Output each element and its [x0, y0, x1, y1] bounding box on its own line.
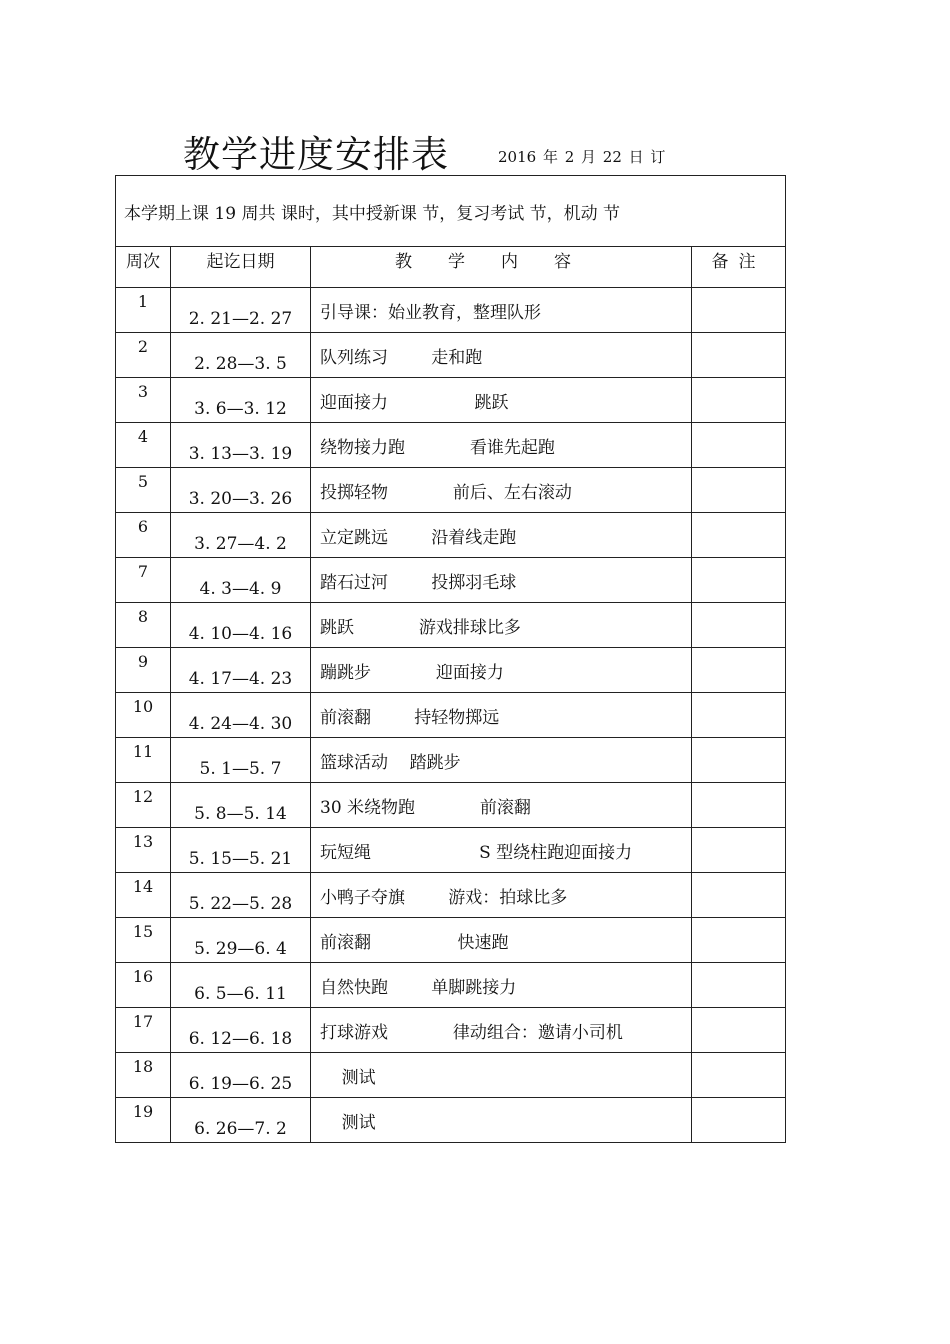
- table-row: [116, 738, 786, 783]
- content-cell: 自然快跑 单脚跳接力: [311, 963, 692, 1008]
- dates-cell: 3. 6—3. 12: [171, 378, 311, 423]
- note-cell: [692, 288, 786, 333]
- table-row: [116, 693, 786, 738]
- content-cell: 队列练习 走和跑: [311, 333, 692, 378]
- table-row: [116, 1098, 786, 1143]
- dates-cell: 3. 27—4. 2: [171, 513, 311, 558]
- note-cell: [692, 963, 786, 1008]
- header-row: [116, 247, 786, 288]
- content-cell: 立定跳远 沿着线走跑: [311, 513, 692, 558]
- table-row: [116, 288, 786, 333]
- content-cell: 打球游戏 律动组合：邀请小司机: [311, 1008, 692, 1053]
- week-cell: 1: [116, 288, 171, 333]
- note-cell: [692, 1008, 786, 1053]
- week-cell: 7: [116, 558, 171, 603]
- table-row: [116, 558, 786, 603]
- table-row: [116, 423, 786, 468]
- dates-cell: 6. 26—7. 2: [171, 1098, 311, 1143]
- note-cell: [692, 783, 786, 828]
- dates-cell: 5. 15—5. 21: [171, 828, 311, 873]
- content-cell: 引导课：始业教育，整理队形: [311, 288, 692, 333]
- content-cell: 篮球活动 踏跳步: [311, 738, 692, 783]
- dates-cell: 6. 5—6. 11: [171, 963, 311, 1008]
- table-row: [116, 513, 786, 558]
- note-cell: [692, 693, 786, 738]
- summary-row: [116, 176, 786, 247]
- dates-cell: 2. 28—3. 5: [171, 333, 311, 378]
- dates-cell: 6. 19—6. 25: [171, 1053, 311, 1098]
- dates-cell: 4. 24—4. 30: [171, 693, 311, 738]
- content-cell: 30 米绕物跑 前滚翻: [311, 783, 692, 828]
- dates-cell: 4. 10—4. 16: [171, 603, 311, 648]
- dates-cell: 4. 17—4. 23: [171, 648, 311, 693]
- table-row: [116, 648, 786, 693]
- table-row: [116, 1008, 786, 1053]
- schedule-table: [115, 175, 786, 1143]
- table-row: [116, 378, 786, 423]
- week-cell: 17: [116, 1008, 171, 1053]
- table-row: [116, 468, 786, 513]
- column-header-week: 周次: [116, 247, 171, 288]
- note-cell: [692, 333, 786, 378]
- dates-cell: 3. 20—3. 26: [171, 468, 311, 513]
- week-cell: 15: [116, 918, 171, 963]
- table-row: [116, 333, 786, 378]
- week-cell: 8: [116, 603, 171, 648]
- revision-date: 2016 年 2 月 22 日 订: [498, 148, 666, 166]
- content-cell: 跳跃 游戏排球比多: [311, 603, 692, 648]
- content-cell: 玩短绳 S 型绕柱跑迎面接力: [311, 828, 692, 873]
- dates-cell: 5. 8—5. 14: [171, 783, 311, 828]
- table-row: [116, 603, 786, 648]
- table-row: [116, 918, 786, 963]
- dates-cell: 5. 29—6. 4: [171, 918, 311, 963]
- note-cell: [692, 648, 786, 693]
- dates-cell: 6. 12—6. 18: [171, 1008, 311, 1053]
- table-row: [116, 783, 786, 828]
- content-cell: 测试: [311, 1053, 692, 1098]
- note-cell: [692, 468, 786, 513]
- week-cell: 6: [116, 513, 171, 558]
- note-cell: [692, 873, 786, 918]
- week-cell: 3: [116, 378, 171, 423]
- dates-cell: 4. 3—4. 9: [171, 558, 311, 603]
- dates-cell: 3. 13—3. 19: [171, 423, 311, 468]
- week-cell: 10: [116, 693, 171, 738]
- dates-cell: 2. 21—2. 27: [171, 288, 311, 333]
- note-cell: [692, 603, 786, 648]
- content-cell: 前滚翻 持轻物掷远: [311, 693, 692, 738]
- note-cell: [692, 738, 786, 783]
- week-cell: 2: [116, 333, 171, 378]
- week-cell: 14: [116, 873, 171, 918]
- note-cell: [692, 423, 786, 468]
- content-cell: 踏石过河 投掷羽毛球: [311, 558, 692, 603]
- table-row: [116, 873, 786, 918]
- content-cell: 测试: [311, 1098, 692, 1143]
- note-cell: [692, 378, 786, 423]
- dates-cell: 5. 22—5. 28: [171, 873, 311, 918]
- column-header-dates: 起讫日期: [171, 247, 311, 288]
- note-cell: [692, 513, 786, 558]
- week-cell: 4: [116, 423, 171, 468]
- content-cell: 绕物接力跑 看谁先起跑: [311, 423, 692, 468]
- table-row: [116, 963, 786, 1008]
- table-row: [116, 828, 786, 873]
- week-cell: 12: [116, 783, 171, 828]
- note-cell: [692, 918, 786, 963]
- note-cell: [692, 1098, 786, 1143]
- week-cell: 5: [116, 468, 171, 513]
- content-cell: 前滚翻 快速跑: [311, 918, 692, 963]
- week-cell: 9: [116, 648, 171, 693]
- content-cell: 投掷轻物 前后、左右滚动: [311, 468, 692, 513]
- week-cell: 13: [116, 828, 171, 873]
- note-cell: [692, 558, 786, 603]
- semester-summary: 本学期上课 19 周共 课时，其中授新课 节，复习考试 节，机动 节: [116, 176, 786, 247]
- week-cell: 11: [116, 738, 171, 783]
- week-cell: 16: [116, 963, 171, 1008]
- week-cell: 19: [116, 1098, 171, 1143]
- content-cell: 小鸭子夺旗 游戏：拍球比多: [311, 873, 692, 918]
- content-cell: 迎面接力 跳跃: [311, 378, 692, 423]
- column-header-note: 备注: [692, 247, 786, 288]
- note-cell: [692, 1053, 786, 1098]
- note-cell: [692, 828, 786, 873]
- week-cell: 18: [116, 1053, 171, 1098]
- page-title: 教学进度安排表: [183, 133, 449, 176]
- dates-cell: 5. 1—5. 7: [171, 738, 311, 783]
- table-row: [116, 1053, 786, 1098]
- content-cell: 蹦跳步 迎面接力: [311, 648, 692, 693]
- column-header-content: 教学内容: [311, 247, 692, 288]
